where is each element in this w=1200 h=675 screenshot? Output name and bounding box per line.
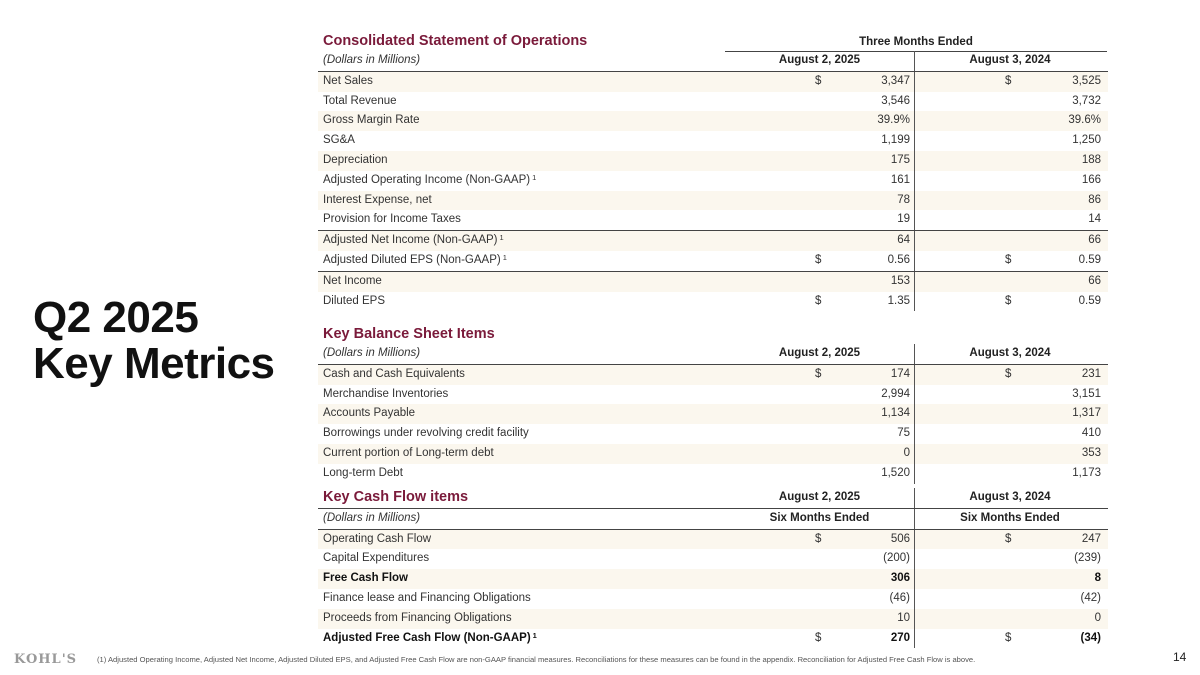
value-2025: 3,347 [881,74,910,87]
value-2024: 247 [1081,532,1101,545]
cashflow-row [318,589,1108,609]
cashflow-value-col2 [915,549,1105,569]
currency-symbol: $ [1005,294,1012,307]
operations-row [318,71,1108,92]
balance-value-col1 [725,404,915,424]
value-2024: 39.6% [1068,114,1101,127]
balance-value-col1 [725,464,915,484]
value-2024: 1,250 [1072,134,1101,147]
cashflow-value-col2 [915,609,1105,629]
operations-row-label [323,272,382,292]
row-label-text: Long-term Debt [323,466,403,479]
operations-row [318,171,1108,191]
balance-header-row [318,344,1108,364]
cashflow-col1-header: August 2, 2025 [778,491,861,503]
balance-value-col2 [915,424,1105,444]
cashflow-row-label [323,589,531,609]
operations-value-col1 [725,72,915,92]
cashflow-row [318,529,1108,550]
operations-row-label [323,292,385,312]
operations-value-col1 [725,191,915,211]
balance-row-label [323,444,494,464]
balance-value-col1 [725,424,915,444]
operations-value-col2 [915,292,1105,312]
operations-value-col1 [725,251,915,271]
operations-value-col2 [915,272,1105,292]
operations-col1-header: August 2, 2025 [778,54,861,66]
balance-row [318,464,1108,484]
operations-row-label [323,210,461,230]
cashflow-row [318,609,1108,629]
row-label-text: Provision for Income Taxes [323,213,461,226]
row-label-text: Adjusted Free Cash Flow (Non-GAAP) [323,631,531,644]
balance-row [318,404,1108,424]
row-label-text: Accounts Payable [323,407,416,420]
row-label-text: Net Income [323,274,382,287]
balance-row-label [323,424,529,444]
cashflow-row-label [323,609,512,629]
value-2025: 75 [897,427,910,440]
value-2025: 1,134 [881,407,910,420]
operations-value-col1 [725,151,915,171]
currency-symbol: $ [1005,253,1012,266]
operations-heading: Consolidated Statement of Operations [323,33,588,49]
cashflow-sub-header-row [318,508,1108,529]
value-2024: 8 [1094,572,1101,585]
operations-value-col2 [915,111,1105,131]
operations-row [318,210,1108,230]
value-2025: 78 [897,193,910,206]
operations-value-col2 [915,251,1105,271]
cashflow-row [318,549,1108,569]
currency-symbol: $ [1005,74,1012,87]
kohls-logo: KOHL'S [14,652,78,667]
value-2024: 3,151 [1072,387,1101,400]
value-2024: (42) [1080,591,1101,604]
balance-value-col1 [725,385,915,405]
balance-table [318,344,1108,484]
footnote-marker: 1 [499,233,504,243]
balance-value-col2 [915,444,1105,464]
row-label-text: Depreciation [323,153,388,166]
cashflow-value-col1 [725,629,915,649]
row-label-text: Capital Expenditures [323,552,430,565]
balance-value-col2 [915,365,1105,385]
operations-row [318,191,1108,211]
row-label-text: SG&A [323,134,355,147]
value-2025: 306 [890,572,910,585]
row-label-text: Interest Expense, net [323,193,432,206]
row-label-text: Adjusted Diluted EPS (Non-GAAP) [323,253,501,266]
operations-row [318,292,1108,312]
cashflow-table [318,488,1108,648]
operations-header-row [318,51,1108,71]
cashflow-value-col1 [725,549,915,569]
operations-value-col1 [725,272,915,292]
value-2025: 2,994 [881,387,910,400]
cashflow-value-col1 [725,589,915,609]
cashflow-date-header-row [318,488,1108,508]
operations-row [318,92,1108,112]
footnote: (1) Adjusted Operating Income, Adjusted Net Income, Adjusted Diluted EPS, and Adjusted Free Cash Flow are non-GAAP financial measures. Reconciliations for these measures can be found in the appendix. Reconciliation for Adjusted Free Cash Flow is above. [97,655,976,664]
value-2025: (46) [889,591,910,604]
operations-row [318,230,1108,251]
currency-symbol: $ [1005,367,1012,380]
balance-col1-header: August 2, 2025 [778,347,861,359]
balance-row-label [323,404,415,424]
operations-value-col2 [915,231,1105,251]
balance-row-label [323,365,465,385]
row-label-text: Gross Margin Rate [323,114,420,127]
cashflow-row-label [323,569,408,589]
value-2024: 410 [1081,427,1101,440]
operations-row-label [323,131,355,151]
operations-value-col2 [915,210,1105,230]
balance-value-col1 [725,444,915,464]
footnote-marker: 1 [502,252,507,262]
value-2024: (239) [1074,552,1101,565]
cashflow-row [318,629,1108,649]
page-number: 14 [1173,650,1187,664]
value-2025: 174 [890,367,910,380]
value-2024: 0.59 [1078,294,1101,307]
row-label-text: Cash and Cash Equivalents [323,367,465,380]
cashflow-col2-subheader: Six Months Ended [960,511,1060,524]
value-2024: 66 [1088,274,1101,287]
cashflow-value-col1 [725,609,915,629]
balance-value-col1 [725,365,915,385]
value-2024: 86 [1088,193,1101,206]
page-title-line-2: Key Metrics [33,339,275,388]
operations-row-label [323,151,388,171]
balance-units: (Dollars in Millions) [323,347,421,359]
row-label-text: Free Cash Flow [323,572,408,585]
row-label-text: Proceeds from Financing Obligations [323,611,512,624]
currency-symbol: $ [815,367,822,380]
operations-row [318,131,1108,151]
operations-value-col2 [915,191,1105,211]
row-label-text: Adjusted Net Income (Non-GAAP) [323,234,498,247]
footnote-marker: 1 [532,630,537,640]
currency-symbol: $ [1005,532,1012,545]
value-2024: 3,732 [1072,94,1101,107]
balance-value-col2 [915,385,1105,405]
cashflow-value-col2 [915,629,1105,649]
currency-symbol: $ [815,532,822,545]
cashflow-value-col1 [725,530,915,550]
value-2025: 3,546 [881,94,910,107]
balance-row-label [323,464,403,484]
operations-value-col1 [725,171,915,191]
value-2025: 1,199 [881,134,910,147]
operations-row [318,271,1108,292]
cashflow-value-col2 [915,569,1105,589]
operations-value-col1 [725,292,915,312]
cashflow-units: (Dollars in Millions) [323,511,421,524]
row-label-text: Operating Cash Flow [323,532,432,545]
operations-row-label [323,171,536,191]
value-2025: 175 [890,153,910,166]
operations-value-col2 [915,92,1105,112]
operations-value-col1 [725,131,915,151]
row-label-text: Diluted EPS [323,294,386,307]
page-title-line-1: Q2 2025 [33,293,199,342]
value-2025: 64 [897,234,910,247]
balance-value-col2 [915,464,1105,484]
currency-symbol: $ [815,631,822,644]
operations-row-label [323,191,432,211]
row-label-text: Total Revenue [323,94,397,107]
value-2025: 270 [890,631,910,644]
value-2025: (200) [883,552,910,565]
operations-value-col1 [725,92,915,112]
operations-row [318,251,1108,271]
operations-value-col2 [915,171,1105,191]
value-2024: 0.59 [1078,253,1101,266]
value-2025: 19 [897,213,910,226]
footnote-marker: 1 [532,172,537,182]
cashflow-value-col1 [725,569,915,589]
operations-table [318,51,1108,311]
cashflow-row-label [323,629,537,649]
value-2025: 10 [897,611,910,624]
cashflow-row-label [323,530,431,550]
value-2025: 0.56 [887,253,910,266]
value-2024: (34) [1080,631,1101,644]
value-2024: 3,525 [1072,74,1101,87]
operations-row-label [323,111,420,131]
value-2024: 1,173 [1072,466,1101,479]
page-title [33,295,275,387]
currency-symbol: $ [815,294,822,307]
currency-symbol: $ [815,74,822,87]
balance-row [318,424,1108,444]
value-2025: 161 [890,173,910,186]
operations-col2-header: August 3, 2024 [969,54,1051,66]
cashflow-row-label [323,549,429,569]
row-label-text: Adjusted Operating Income (Non-GAAP) [323,173,531,186]
value-2024: 1,317 [1072,407,1101,420]
value-2025: 1.35 [887,294,910,307]
row-label-text: Net Sales [323,74,373,87]
balance-heading: Key Balance Sheet Items [323,326,495,342]
cashflow-value-col2 [915,530,1105,550]
operations-value-col2 [915,131,1105,151]
operations-value-col1 [725,111,915,131]
operations-value-col1 [725,231,915,251]
currency-symbol: $ [1005,631,1012,644]
value-2025: 506 [890,532,910,545]
value-2025: 153 [890,274,910,287]
value-2024: 353 [1081,446,1101,459]
operations-value-col2 [915,72,1105,92]
cashflow-col1-subheader: Six Months Ended [769,511,870,524]
cashflow-row [318,569,1108,589]
cashflow-col2-header: August 3, 2024 [969,491,1051,503]
three-months-ended-label: Three Months Ended [725,33,1107,52]
operations-row-label [323,72,373,92]
balance-row-label [323,385,448,405]
value-2025: 0 [903,446,910,459]
operations-row [318,151,1108,171]
row-label-text: Merchandise Inventories [323,387,449,400]
row-label-text: Current portion of Long-term debt [323,446,494,459]
operations-row-label [323,231,504,251]
operations-row-label [323,251,507,271]
operations-value-col1 [725,210,915,230]
value-2025: 1,520 [881,466,910,479]
balance-col2-header: August 3, 2024 [969,347,1051,359]
balance-value-col2 [915,404,1105,424]
currency-symbol: $ [815,253,822,266]
operations-row-label [323,92,397,112]
value-2024: 231 [1081,367,1101,380]
balance-row [318,385,1108,405]
balance-row [318,444,1108,464]
balance-row [318,364,1108,385]
value-2024: 0 [1094,611,1101,624]
value-2024: 166 [1081,173,1101,186]
operations-row [318,111,1108,131]
cashflow-heading: Key Cash Flow items [323,489,469,505]
cashflow-value-col2 [915,589,1105,609]
row-label-text: Borrowings under revolving credit facility [323,427,529,440]
value-2025: 39.9% [877,114,910,127]
row-label-text: Finance lease and Financing Obligations [323,591,531,604]
operations-value-col2 [915,151,1105,171]
operations-units: (Dollars in Millions) [323,54,421,66]
value-2024: 14 [1088,213,1101,226]
value-2024: 188 [1081,153,1101,166]
value-2024: 66 [1088,234,1101,247]
